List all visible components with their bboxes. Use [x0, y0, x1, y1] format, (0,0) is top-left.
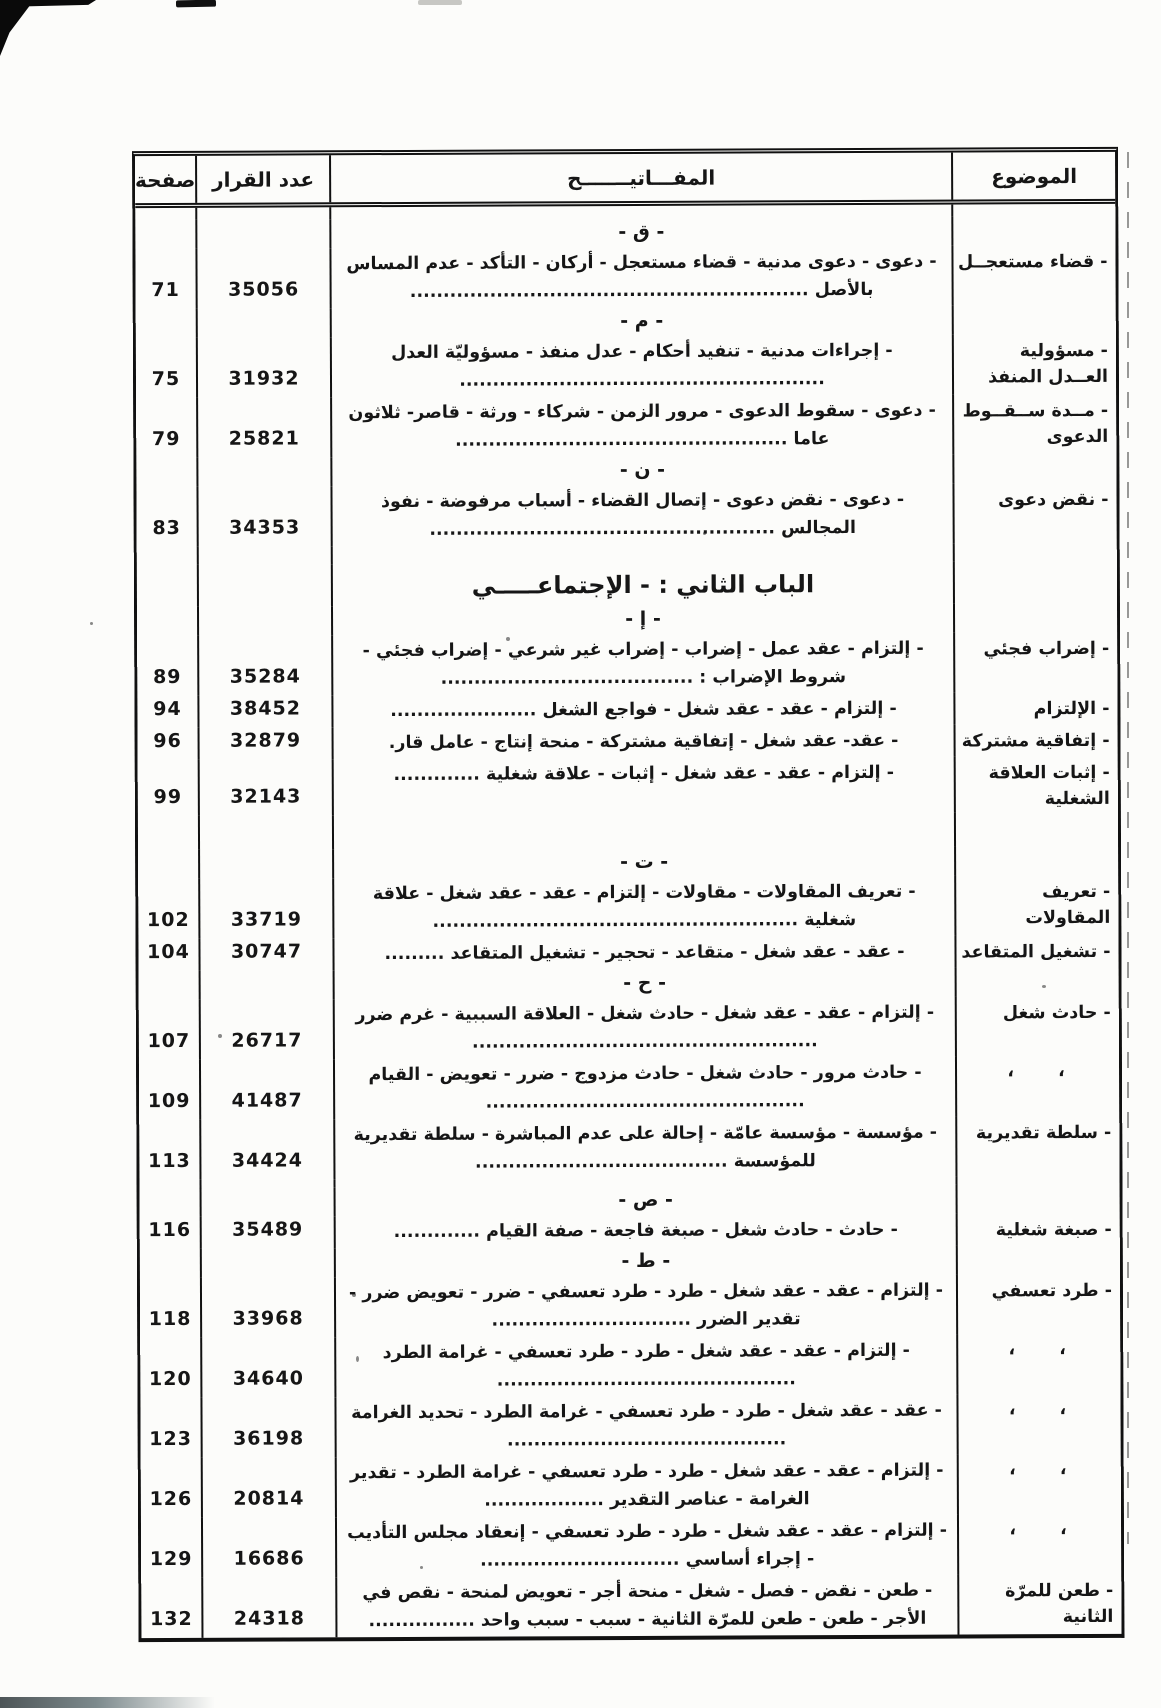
page-number-cell [137, 565, 197, 607]
page-number-cell: 94 [153, 697, 182, 721]
subject-cell: - سلطة تقديرية [955, 1116, 1119, 1177]
subject-cell [953, 603, 1117, 633]
index-row [135, 245, 1115, 309]
section-letter: - ص - [334, 1185, 956, 1217]
decision-number-cell [195, 219, 329, 249]
scan-artifact-fold-line [1127, 152, 1129, 1544]
index-row [137, 632, 1117, 696]
decision-number-cell: 24318 [201, 1577, 335, 1638]
subject-column-header: الموضوع [951, 152, 1115, 200]
index-row [138, 724, 1118, 760]
keys-cell: - إلتزام - عقد - عقد شغل - طرد - طرد تعسفي - غرامة الطرد ............................................. [334, 1335, 956, 1398]
subject-cell: - تشغيل المتقاعد [954, 935, 1118, 968]
page-number-cell [135, 220, 195, 249]
decision-number-cell: 20814 [201, 1457, 335, 1518]
scan-artifact-top-dash [176, 0, 216, 7]
decision-number-cell: 33968 [200, 1277, 334, 1338]
index-row [140, 1274, 1120, 1338]
decision-number-cell: 32879 [198, 727, 332, 760]
decision-number-cell [200, 1187, 334, 1217]
subject-cell: - إثبات العلاقة الشغلية [954, 756, 1118, 813]
section-letter: - ق - [329, 217, 951, 249]
subject-cell: ، ، [955, 1056, 1119, 1117]
page-number-cell: 109 [147, 1089, 191, 1113]
keys-cell: - إلتزام - عقد عمل - إضراب - إضراب غير شرعي - إضراب فجئي - شروط الإضراب : ...................................... [331, 633, 953, 696]
subject-cell [952, 454, 1116, 484]
subject-cell: - صبغة شغلية [956, 1213, 1120, 1246]
scan-speck [90, 622, 93, 625]
keys-cell: - حادث - حادث شغل - صبغة فاجعة - صفة القيام ............. [334, 1214, 956, 1249]
letter-row [135, 216, 1115, 249]
decision-number-cell [197, 564, 331, 607]
decision-number-cell [196, 457, 330, 487]
keys-cell: - إلتزام - عقد - عقد شغل - إثبات - علاقة شغلية ............. [332, 757, 954, 816]
decision-number-cell [198, 815, 332, 850]
page-number-cell: 75 [151, 367, 181, 391]
decision-number-cell [197, 606, 331, 636]
scan-artifact-bottom-strip [0, 1697, 215, 1708]
page-column-header: صفحة [134, 167, 196, 192]
subject-cell [952, 305, 1116, 335]
subject-cell [955, 967, 1119, 997]
subject-cell: - قضاء مستعجــل [951, 245, 1115, 306]
section-letter: - ت - [332, 847, 954, 879]
table-body [135, 204, 1121, 1638]
subject-cell [953, 543, 1117, 562]
decision-number-cell: 31932 [196, 337, 330, 398]
subject-cell [953, 561, 1117, 604]
keys-cell: - دعوى - سقوط الدعوى - مرور الزمن - شركاء - ورثة - قاصر- ثلاثون عاما .................................................. [330, 395, 952, 458]
keys-cell: - دعوى - نقض دعوى - إتصال القضاء - أسباب مرفوضة - نفوذ المجالس .................................................... [330, 484, 952, 547]
spacer-row [138, 812, 1118, 850]
page-number-cell: 132 [150, 1607, 193, 1631]
subject-cell [954, 812, 1118, 847]
keys-cell: - تعريف المقاولات - مقاولات - إلتزام - عقد - عقد شغل - علاقة شغلية ....................................................... [332, 876, 954, 939]
decision-number-cell: 36198 [200, 1397, 334, 1458]
decision-number-cell: 34640 [200, 1337, 334, 1398]
scan-artifact-top-streak [0, 0, 96, 7]
index-row [141, 1574, 1121, 1638]
keys-cell: - عقد - عقد شغل - متقاعد - تحجير - تشغيل المتقاعد ......... [332, 936, 954, 971]
page-number-cell: 116 [148, 1218, 192, 1242]
keys-cell: - إلتزام - عقد - عقد شغل - حادث شغل - العلاقة السببية - غرم ضرر .................................................... [333, 997, 955, 1060]
subject-cell [956, 1245, 1120, 1275]
subject-cell [954, 846, 1118, 876]
decision-number-cell: 38452 [197, 695, 331, 728]
letter-row [136, 305, 1116, 338]
letter-row [136, 454, 1116, 487]
page-number-cell: 71 [151, 278, 180, 302]
page-number-cell: 89 [153, 665, 182, 689]
page-number-cell: 118 [148, 1307, 192, 1331]
decision-number-cell: 32143 [198, 759, 332, 816]
keys-cell: - طعن - نقض - فصل - شغل - منحة أجر - تعويض لمنحة - نقص في الأجر - طعن - طعن للمرّة الثانية - سبب - سبب واحد ................ [335, 1575, 957, 1638]
index-row [138, 875, 1118, 939]
keys-cell: - حادث مرور - حادث شغل - حادث مزدوج - ضرر - تعويض - القيام ................................................ [333, 1057, 955, 1120]
keys-cell: - مؤسسة - مؤسسة عامّة - إحالة على عدم المباشرة - سلطة تقديرية للمؤسسة ...................................... [333, 1117, 955, 1180]
index-row [139, 1116, 1119, 1180]
index-row [141, 1514, 1121, 1578]
page-number-cell: 79 [151, 427, 181, 451]
page-number-cell: 126 [149, 1487, 193, 1511]
page-number-cell: 123 [149, 1427, 193, 1451]
decision-number-cell [199, 970, 333, 1000]
decision-number-cell [197, 546, 331, 565]
page-number-cell: 104 [147, 940, 190, 964]
letter-row [140, 1245, 1120, 1278]
decision-number-cell: 34424 [199, 1119, 333, 1180]
page-number-cell [139, 971, 199, 1000]
subject-cell [951, 204, 1115, 217]
keys-cell: - إلتزام - عقد - عقد شغل - طرد - طرد تعسفي - ضرر - تعويض ضرر - تقدير الضرر .............................. [334, 1275, 956, 1338]
decision-column-header: عدد القرار [195, 155, 329, 203]
decision-number-cell: 30747 [198, 938, 332, 971]
page-number-cell [140, 1249, 200, 1278]
scan-artifact-top-smudge [418, 0, 462, 5]
subject-cell: - نقض دعوى [952, 483, 1116, 544]
index-table [132, 147, 1124, 1642]
section-letter: - إ - [331, 604, 953, 636]
page-number-cell: 102 [146, 908, 190, 932]
page-number-cell: 96 [153, 729, 182, 753]
keys-column-header: المفـــاتيـــــــح [329, 153, 951, 203]
section-letter: - م - [330, 306, 952, 338]
subject-cell: - إضراب فجئي [953, 632, 1117, 693]
subject-cell [956, 1184, 1120, 1214]
keys-cell: - إلتزام - عقد - عقد شغل - فواجع الشغل ...................... [331, 693, 953, 728]
page-number-cell: 129 [149, 1547, 193, 1571]
index-row [137, 692, 1117, 728]
subject-cell: - حادث شغل [955, 996, 1119, 1057]
keys-cell: - دعوى - دعوى مدنية - قضاء مستعجل - أركان - التأكد - عدم المساس بالأصل ............................................................ [329, 246, 951, 309]
keys-cell: - إجراءات مدنية - تنفيد أحكام - عدل منفذ - مسؤوليّة العدل ....................................................... [330, 335, 952, 398]
subject-cell: - طعن للمرّة الثانية [957, 1574, 1121, 1635]
decision-number-cell: 16686 [201, 1517, 335, 1578]
page-number-cell: 113 [148, 1149, 191, 1173]
subject-cell: ، ، [957, 1514, 1121, 1575]
decision-number-cell: 25821 [196, 397, 330, 458]
index-row [139, 996, 1119, 1060]
page-number-cell [138, 850, 198, 879]
index-row [138, 935, 1118, 971]
subject-cell: - تعريف المقاولات [954, 875, 1118, 936]
keys-cell: - عقد- عقد شغل - إتفاقية مشتركة - منحة إنتاج - عامل قار. [332, 725, 954, 760]
decision-number-cell: 35056 [195, 248, 329, 309]
section-letter: - ط - [334, 1246, 956, 1278]
page-number-cell [137, 607, 197, 636]
decision-number-cell [198, 849, 332, 879]
index-row [140, 1394, 1120, 1458]
decision-number-cell [196, 308, 330, 338]
index-row [136, 483, 1116, 547]
index-row [138, 756, 1118, 816]
subject-cell: - طرد تعسفي [956, 1274, 1120, 1335]
letter-row [137, 603, 1117, 636]
subject-cell [951, 216, 1115, 246]
subject-cell: - الإلتزام [953, 692, 1117, 725]
decision-number-cell: 35284 [197, 635, 331, 696]
section-letter: - ح - [333, 968, 955, 1000]
index-row [140, 1213, 1120, 1249]
page-number-cell: 83 [152, 516, 181, 540]
chapter-title: الباب الثاني : - الإجتماعـــــي [331, 562, 953, 607]
letter-row [138, 846, 1118, 879]
subject-cell: ، ، [956, 1394, 1120, 1455]
subject-cell: - مسؤولية العــدل المنفذ [952, 334, 1116, 395]
index-row [136, 334, 1116, 398]
decision-number-cell: 33719 [198, 878, 332, 939]
keys-cell: - إلتزام - عقد - عقد شغل - طرد - طرد تعسفي - إنعقاد مجلس التأديب - إجراء أساسي .............................. [335, 1515, 957, 1578]
decision-number-cell [200, 1248, 334, 1278]
section-letter: - ن - [330, 455, 952, 487]
page-number-cell [138, 816, 198, 850]
letter-row [139, 967, 1119, 1000]
subject-cell: ، ، [956, 1334, 1120, 1395]
index-row [140, 1334, 1120, 1398]
decision-number-cell: 41487 [199, 1059, 333, 1120]
keys-cell: - إلتزام - عقد - عقد شغل - طرد - طرد تعسفي - غرامة الطرد - تقدير الغرامة - عناصر التقدير .................. [335, 1455, 957, 1518]
page-number-cell [136, 458, 196, 487]
page-number-cell [135, 208, 195, 220]
page-number-cell [140, 1188, 200, 1217]
decision-number-cell: 34353 [196, 486, 330, 547]
index-row [136, 394, 1116, 458]
decision-number-cell: 35489 [200, 1216, 334, 1249]
index-row [139, 1056, 1119, 1120]
page-number-cell [136, 309, 196, 338]
page-number-cell: 99 [153, 785, 183, 809]
subject-cell: ، ، [957, 1454, 1121, 1515]
index-row [141, 1454, 1121, 1518]
keys-cell [332, 813, 954, 850]
decision-number-cell: 26717 [199, 999, 333, 1060]
chapter-row [137, 561, 1117, 607]
decision-number-cell [195, 207, 329, 220]
table-header-row [135, 152, 1115, 208]
keys-cell: - عقد - عقد شغل - طرد - طرد تعسفي - غرامة الطرد - تحديد الغرامة .......................................... [334, 1395, 956, 1458]
page-number-cell: 107 [147, 1029, 191, 1053]
letter-row [140, 1184, 1120, 1217]
page-number-cell [137, 547, 197, 565]
subject-cell: - مــدة ســقــوط الدعوى [952, 394, 1116, 455]
page-number-cell: 120 [148, 1367, 192, 1391]
scan-artifact-corner-blob [0, 0, 34, 56]
subject-cell: - إتفاقية مشتركة [954, 724, 1118, 757]
